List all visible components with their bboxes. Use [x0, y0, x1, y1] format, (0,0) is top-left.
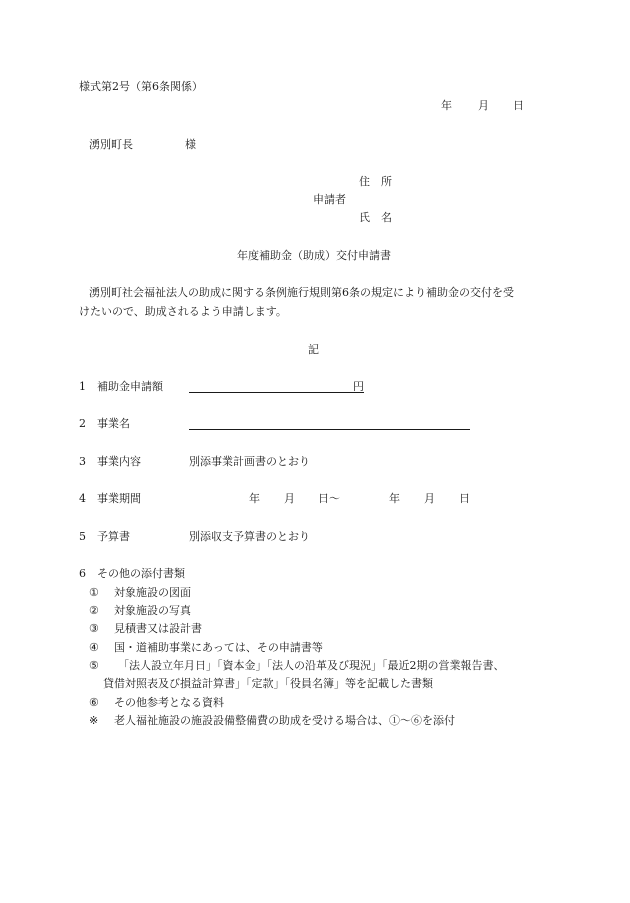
- item-3-label: 事業内容: [97, 455, 141, 468]
- attachment-5-text-continued: 貸借対照表及び損益計算書」「定款」「役員名簿」等を記載した書類: [103, 677, 433, 690]
- note-text: 老人福祉施設の施設設備整備費の助成を受ける場合は、①〜⑥を添付: [114, 714, 455, 727]
- item-3-number: 3: [79, 455, 86, 468]
- item-1-unit: 円: [353, 380, 364, 393]
- attachment-1-mark: ①: [89, 586, 99, 599]
- item-4-label: 事業期間: [97, 492, 141, 505]
- amount-field-line: [189, 392, 364, 393]
- project-name-field-line: [189, 429, 470, 430]
- recipient-name: 湧別町長: [89, 138, 133, 151]
- note-mark: ※: [89, 714, 99, 727]
- item-4-number: 4: [79, 492, 86, 505]
- item-3-value: 別添事業計画書のとおり: [189, 455, 310, 468]
- item-5-label: 予算書: [97, 530, 130, 543]
- period-start-year: 年: [249, 492, 260, 505]
- attachment-2-mark: ②: [89, 604, 99, 617]
- attachment-4-text: 国・道補助事業にあっては、その申請書等: [114, 641, 323, 654]
- attachment-4-mark: ④: [89, 641, 99, 654]
- recipient-honorific: 様: [185, 138, 196, 151]
- period-start-day: 日〜: [318, 492, 340, 505]
- period-end-month: 月: [424, 492, 435, 505]
- body-line-1: 湧別町社会福祉法人の助成に関する条例施行規則第6条の規定により補助金の交付を受: [89, 286, 514, 299]
- applicant-label: 申請者: [313, 193, 346, 206]
- period-end-day: 日: [459, 492, 470, 505]
- date-day-label: 日: [513, 99, 524, 112]
- form-number: 様式第2号（第6条関係）: [79, 80, 203, 93]
- applicant-address-label: 住 所: [359, 175, 392, 188]
- item-5-number: 5: [79, 530, 86, 543]
- ki-heading: 記: [308, 343, 319, 356]
- attachment-5-mark: ⑤: [89, 659, 99, 672]
- attachment-1-text: 対象施設の図面: [114, 586, 191, 599]
- period-start-month: 月: [284, 492, 295, 505]
- attachment-5-text: 「法人設立年月日」「資本金」「法人の沿革及び現況」「最近2期の営業報告書、: [118, 659, 505, 672]
- item-5-value: 別添収支予算書のとおり: [189, 530, 310, 543]
- item-6-label: その他の添付書類: [97, 567, 185, 580]
- attachment-6-mark: ⑥: [89, 696, 99, 709]
- document-title: 年度補助金（助成）交付申請書: [237, 249, 391, 262]
- date-year-label: 年: [441, 99, 452, 112]
- item-1-label: 補助金申請額: [97, 380, 163, 393]
- attachment-2-text: 対象施設の写真: [114, 604, 191, 617]
- item-2-label: 事業名: [97, 417, 130, 430]
- applicant-name-label: 氏 名: [359, 211, 392, 224]
- attachment-6-text: その他参考となる資料: [114, 696, 224, 709]
- attachment-3-text: 見積書又は設計書: [114, 622, 202, 635]
- item-6-number: 6: [79, 567, 86, 580]
- attachment-3-mark: ③: [89, 622, 99, 635]
- body-line-2: けたいので、助成されるよう申請します。: [79, 305, 287, 318]
- item-1-number: 1: [79, 380, 86, 393]
- item-2-number: 2: [79, 417, 86, 430]
- period-end-year: 年: [389, 492, 400, 505]
- date-month-label: 月: [478, 99, 489, 112]
